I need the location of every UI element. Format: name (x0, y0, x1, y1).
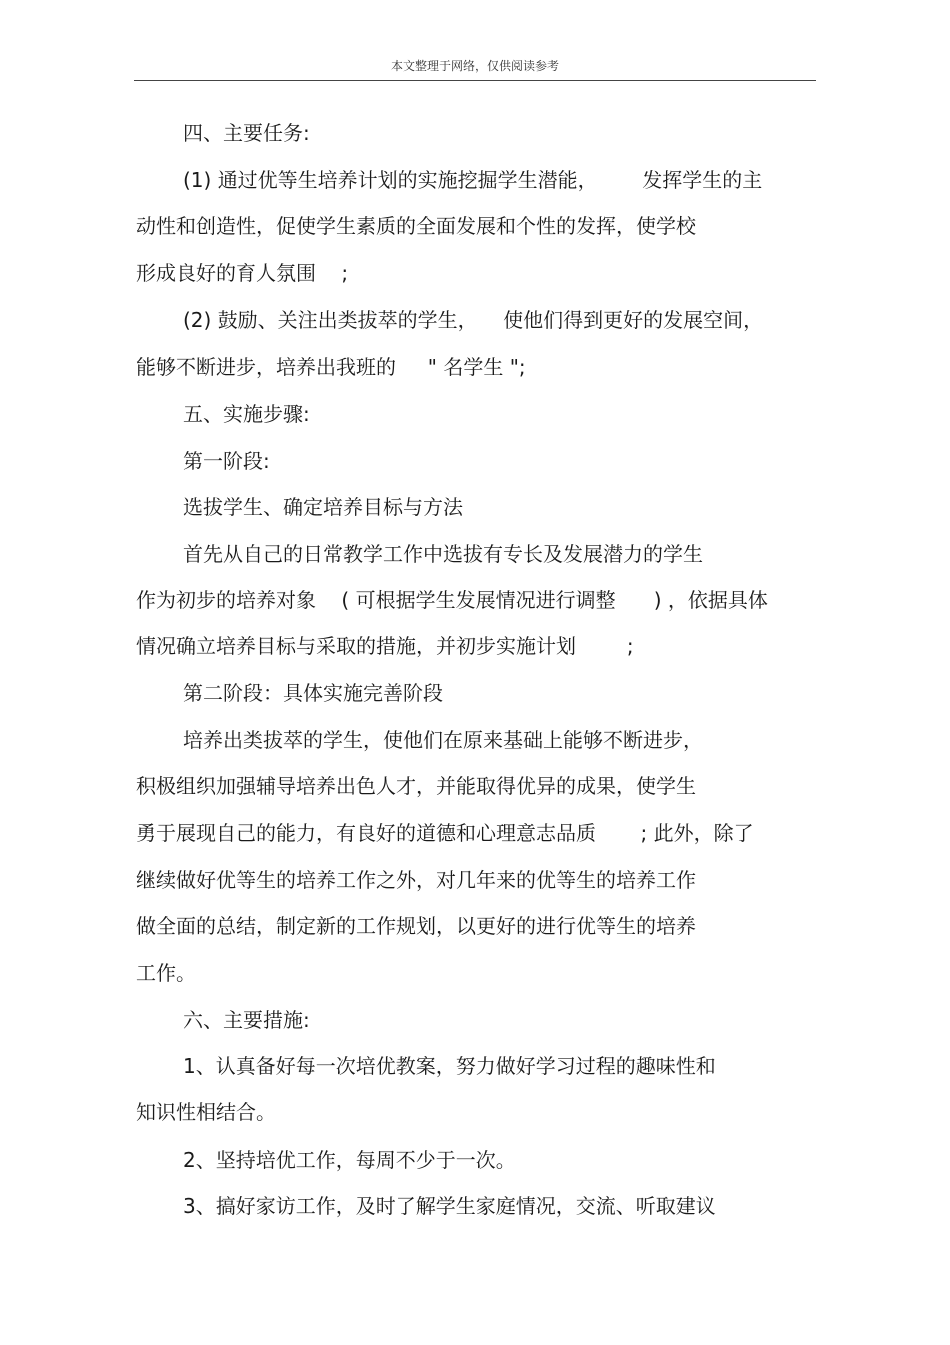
header-divider (134, 80, 816, 81)
stage-2-para-line-6: 工作。 (136, 961, 196, 985)
stage-2-heading: 第二阶段：具体实施完善阶段 (183, 681, 443, 705)
task-1-line-2: 动性和创造性，促使学生素质的全面发展和个性的发挥，使学校 (136, 214, 696, 238)
heading-main-tasks: 四、主要任务: (183, 121, 310, 145)
task-1-line-1: (1) 通过优等生培养计划的实施挖掘学生潜能， 发挥学生的主 (183, 168, 763, 192)
heading-steps: 五、实施步骤: (183, 402, 310, 426)
measure-3: 3、搞好家访工作，及时了解学生家庭情况，交流、听取建议 (183, 1194, 716, 1218)
task-1-line-3: 形成良好的育人氛围 ; (136, 261, 349, 285)
measure-2: 2、坚持培优工作，每周不少于一次。 (183, 1148, 516, 1172)
heading-measures: 六、主要措施: (183, 1008, 310, 1032)
stage-2-para-line-5: 做全面的总结，制定新的工作规划，以更好的进行优等生的培养 (136, 914, 696, 938)
stage-2-para-line-4: 继续做好优等生的培养工作之外，对几年来的优等生的培养工作 (136, 868, 696, 892)
stage-1-para-line-1: 首先从自己的日常教学工作中选拔有专长及发展潜力的学生 (183, 542, 703, 566)
task-2-line-1: (2) 鼓励、关注出类拔萃的学生， 使他们得到更好的发展空间， (183, 308, 764, 332)
stage-2-para-line-3: 勇于展现自己的能力，有良好的道德和心理意志品质 ; 此外，除了 (136, 821, 754, 845)
stage-1-subtitle: 选拔学生、确定培养目标与方法 (183, 495, 463, 519)
stage-1-para-line-2: 作为初步的培养对象 ( 可根据学生发展情况进行调整 ) ，依据具体 (136, 588, 768, 612)
measure-1-line-2: 知识性相结合。 (136, 1100, 276, 1124)
stage-2-para-line-1: 培养出类拔萃的学生，使他们在原来基础上能够不断进步， (183, 728, 703, 752)
task-2-line-2: 能够不断进步，培养出我班的 " 名学生 "; (136, 355, 526, 379)
stage-1-heading: 第一阶段: (183, 449, 270, 473)
stage-1-para-line-3: 情况确立培养目标与采取的措施，并初步实施计划 ; (136, 634, 634, 658)
stage-2-para-line-2: 积极组织加强辅导培养出色人才，并能取得优异的成果，使学生 (136, 774, 696, 798)
page-header: 本文整理于网络，仅供阅读参考 (390, 59, 559, 73)
measure-1-line-1: 1、认真备好每一次培优教案，努力做好学习过程的趣味性和 (183, 1054, 716, 1078)
